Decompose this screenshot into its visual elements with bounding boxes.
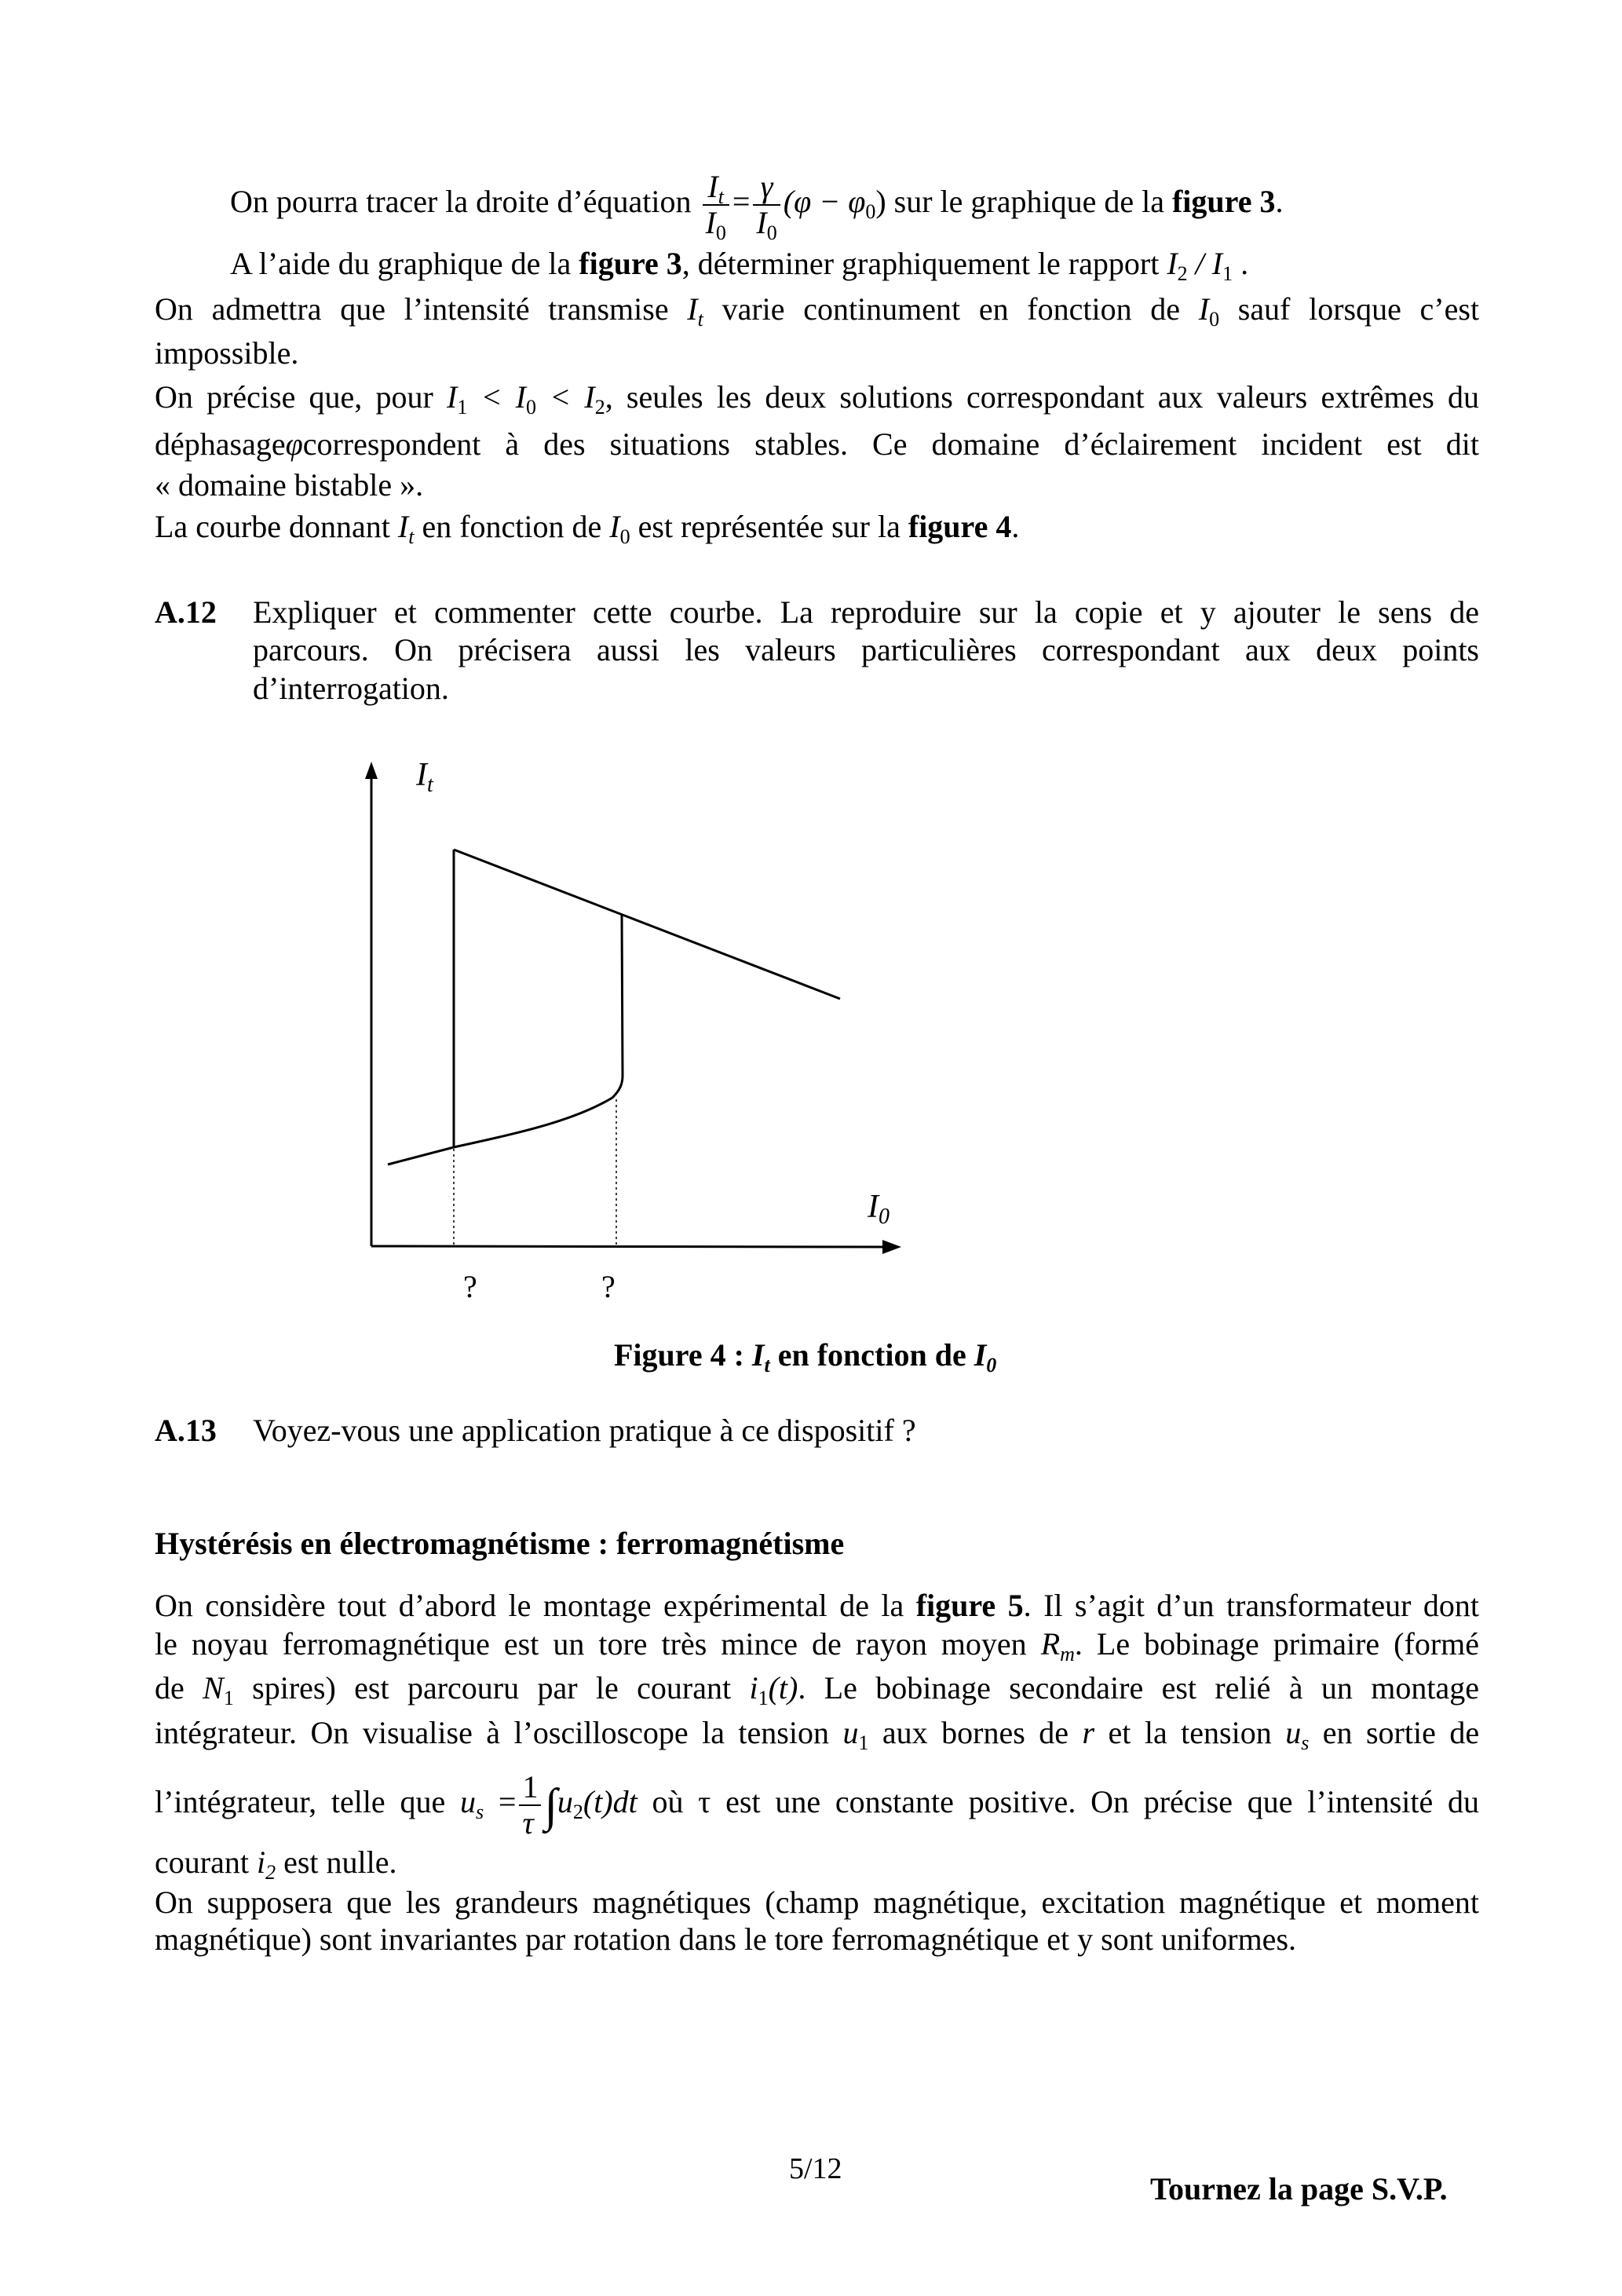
math: u	[1285, 1715, 1302, 1750]
text: l’intégrateur, telle que	[155, 1784, 446, 1819]
turn-page-note: Tournez la page S.V.P.	[1150, 2171, 1448, 2206]
math: u	[842, 1715, 859, 1750]
math: 1	[1222, 262, 1233, 285]
math: < I	[536, 379, 595, 415]
math: =	[498, 1784, 517, 1819]
math: γ	[760, 169, 773, 204]
text: On considère tout d’abord le montage expérimental de la	[155, 1588, 904, 1623]
math: / I	[1187, 246, 1223, 281]
intro-line-7: « domaine bistable ».	[155, 467, 424, 503]
section-line-7: On supposera que les grandeurs magnétiques (champ magnétique, excitation magnétique et moment	[155, 1885, 1479, 1920]
section-line-3	[155, 1668, 1479, 1709]
text: sur le graphique de la	[893, 184, 1164, 220]
text: A l’aide du graphique de la	[230, 246, 572, 281]
text: correspondent à des situations stables. Ce domaine d’éclairement incident est dit	[302, 426, 1479, 462]
text: déphasage	[155, 426, 286, 462]
math: 0	[526, 396, 536, 419]
x-axis-arrow-icon	[882, 1240, 901, 1254]
text: et la tension	[1108, 1715, 1272, 1750]
math: 0	[715, 221, 726, 244]
text: courant	[155, 1844, 249, 1880]
math: u	[557, 1784, 573, 1819]
math: I	[707, 169, 718, 204]
a12-line-1: Expliquer et commenter cette courbe. La reproduire sur la copie et y ajouter le sens de	[253, 594, 1479, 630]
a13-text: Voyez-vous une application pratique à ce dispositif ?	[253, 1413, 916, 1448]
figure-4-caption	[614, 1335, 996, 1376]
math: t	[718, 185, 724, 208]
math: 1	[858, 1731, 869, 1754]
section-heading: Hystérésis en électromagnétisme : ferromagnétisme	[155, 1526, 845, 1561]
math: 0	[619, 525, 630, 548]
text: .	[1011, 509, 1020, 544]
integral-sign: ∫	[544, 1779, 557, 1831]
section-line-5	[155, 1767, 1480, 1841]
math: 1	[758, 1687, 769, 1709]
figure-ref: figure 5	[915, 1588, 1024, 1623]
math: t	[408, 525, 415, 548]
math: u	[459, 1784, 476, 1819]
text: . Il s’agit d’un transformateur dont	[1023, 1588, 1479, 1623]
math: 2	[265, 1861, 276, 1884]
lower-branch	[388, 1098, 612, 1164]
x-axis-label: I0	[868, 1189, 890, 1229]
math: )	[875, 184, 886, 220]
math: 2	[1177, 262, 1188, 285]
math: I	[397, 509, 409, 544]
math: s	[1301, 1731, 1310, 1754]
text: intégrateur. On visualise à l’oscilloscope la tension	[155, 1715, 829, 1750]
text: en fonction de	[422, 509, 602, 544]
text: sauf lorsque c’est	[1237, 291, 1480, 327]
text: , seules les deux solutions correspondant aux valeurs extrêmes du	[605, 379, 1479, 415]
math: 1	[457, 396, 468, 419]
math: I	[446, 379, 458, 415]
text: .	[1233, 246, 1249, 281]
section-line-2	[155, 1624, 1479, 1665]
math: (t)	[768, 1670, 798, 1706]
fraction-one-over-tau	[519, 1770, 541, 1841]
math: m	[1060, 1643, 1075, 1665]
text: La courbe donnant	[155, 509, 390, 544]
page-number: 5/12	[789, 2152, 842, 2185]
math: 2	[572, 1801, 583, 1823]
jump-down-line	[612, 915, 623, 1098]
upper-branch	[454, 850, 840, 999]
figure-ref: figure 3	[1171, 184, 1276, 220]
text: varie continument en fonction de	[721, 291, 1181, 327]
question-number-a13: A.13	[155, 1413, 217, 1448]
math: I	[1198, 291, 1210, 327]
math: 0	[865, 200, 876, 224]
x-axis	[371, 1246, 887, 1247]
text: On pourra tracer la droite d’équation	[230, 184, 692, 220]
math: R	[1040, 1626, 1061, 1662]
text: en sortie de	[1322, 1715, 1480, 1750]
math: r	[1082, 1715, 1095, 1750]
text: . Le bobinage secondaire est relié à un montage	[798, 1670, 1479, 1706]
text: spires) est parcouru par le courant	[252, 1670, 732, 1706]
text: On admettra que l’intensité transmise	[155, 291, 669, 327]
text: le noyau ferromagnétique est un tore très mince de rayon moyen	[155, 1626, 1027, 1662]
math: < I	[467, 379, 526, 415]
math: I	[756, 205, 767, 240]
math: 1	[223, 1687, 234, 1709]
tick-label-2: ?	[601, 1269, 616, 1304]
section-line-6	[155, 1842, 1479, 1883]
a12-line-3: d’interrogation.	[253, 671, 449, 706]
math: 1	[519, 1770, 541, 1806]
section-line-8: magnétique) sont invariantes par rotation dans le tore ferromagnétique et y sont uniformes.	[155, 1921, 1297, 1957]
math: t	[764, 1354, 770, 1377]
section-line-1	[155, 1585, 1479, 1626]
text: en fonction de	[769, 1337, 974, 1373]
math: i	[749, 1670, 758, 1706]
figure-ref: figure 4	[908, 509, 1012, 544]
text: Figure 4 :	[614, 1337, 752, 1373]
y-axis-label: It	[416, 757, 433, 797]
intro-line-4: impossible.	[155, 335, 299, 371]
text: est représentée sur la	[637, 509, 901, 544]
math: 2	[594, 396, 605, 419]
math: 0	[766, 221, 777, 244]
text: de	[155, 1670, 184, 1706]
text: aux bornes de	[882, 1715, 1069, 1750]
math: t	[697, 308, 703, 331]
text: , déterminer graphiquement le rapport	[681, 246, 1160, 281]
y-axis-arrow-icon	[365, 762, 378, 779]
text: . Le bobinage primaire (formé	[1074, 1626, 1480, 1662]
math: 0	[986, 1354, 997, 1377]
a12-line-2: parcours. On précisera aussi les valeurs particulières correspondant aux deux points	[253, 632, 1479, 667]
section-line-4	[155, 1713, 1479, 1753]
math: i	[256, 1844, 266, 1880]
math: τ	[522, 1804, 534, 1841]
math: N	[203, 1670, 224, 1706]
text: où τ est une constante positive. On précise que l’intensité du	[652, 1784, 1480, 1819]
math: (φ − φ	[783, 184, 866, 220]
math: 0	[1209, 308, 1220, 331]
math: =	[732, 184, 751, 220]
math: I	[1167, 246, 1178, 281]
tick-label-1: ?	[463, 1269, 477, 1304]
math: φ	[285, 426, 303, 462]
math: I	[974, 1337, 987, 1373]
math: s	[475, 1801, 484, 1823]
text: .	[1275, 184, 1284, 220]
text: On précise que, pour	[155, 379, 433, 415]
math: (t)dt	[583, 1784, 637, 1819]
text: est nulle.	[283, 1844, 397, 1880]
math: I	[687, 291, 698, 327]
math: I	[609, 509, 620, 544]
figure-ref: figure 3	[579, 246, 682, 281]
question-number-a12: A.12	[155, 594, 217, 630]
math: I	[705, 205, 716, 240]
math: I	[751, 1337, 765, 1373]
